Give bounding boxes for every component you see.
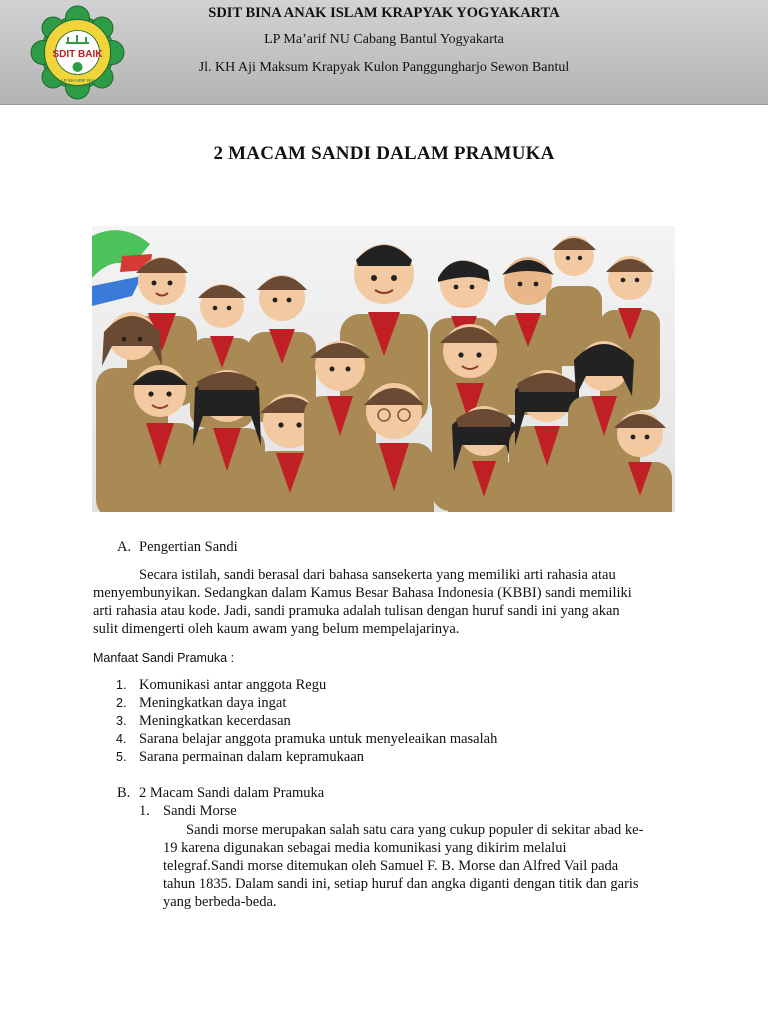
list-item: Meningkatkan kecerdasan — [139, 713, 291, 729]
list-item-number: 2. — [116, 696, 127, 710]
organization-name: LP Ma’arif NU Cabang Bantul Yogyakarta — [264, 32, 504, 47]
section-a-marker: A. — [117, 539, 132, 555]
manfaat-heading: Manfaat Sandi Pramuka : — [93, 651, 235, 665]
section-b-heading: 2 Macam Sandi dalam Pramuka — [139, 785, 325, 801]
subsection-heading: Sandi Morse — [163, 803, 237, 819]
section-b-para-line: tahun 1835. Dalam sandi ini, setiap huruf dan angka diganti dengan titik dan garis — [163, 876, 639, 892]
logo-bottom-text: LP MA'ARIF NU — [61, 78, 94, 83]
list-item-number: 4. — [116, 732, 127, 746]
section-b-para-line: Sandi morse merupakan salah satu cara yang cukup populer di sekitar abad ke- — [186, 822, 644, 838]
section-a-para-line: menyembunyikan. Sedangkan dalam Kamus Besar Bahasa Indonesia (KBBI) sandi memiliki — [93, 585, 632, 601]
section-b-para-line: 19 karena digunakan sebagai media komunikasi yang dikirim melalui — [163, 840, 567, 856]
section-b-para-line: yang berbeda-beda. — [163, 894, 277, 910]
logo-top-text: SDIT BAIK — [52, 49, 103, 60]
school-logo-icon — [30, 5, 125, 100]
section-a-para-line: arti rahasia atau kode. Jadi, sandi pramuka adalah tulisan dengan huruf sandi ini yang akan — [93, 603, 620, 619]
scouts-illustration — [92, 226, 675, 512]
list-item-number: 3. — [116, 714, 127, 728]
section-b-marker: B. — [117, 785, 131, 801]
document-title: 2 MACAM SANDI DALAM PRAMUKA — [213, 143, 555, 164]
list-item-number: 5. — [116, 750, 127, 764]
school-name: SDIT BINA ANAK ISLAM KRAPYAK YOGYAKARTA — [208, 5, 560, 21]
subsection-marker: 1. — [139, 803, 150, 819]
school-address: Jl. KH Aji Maksum Krapyak Kulon Panggungharjo Sewon Bantul — [198, 60, 570, 75]
list-item-number: 1. — [116, 678, 127, 692]
list-item: Sarana permainan dalam kepramukaan — [139, 749, 365, 765]
list-item: Komunikasi antar anggota Regu — [139, 677, 327, 693]
section-a-para-line: sulit dimengerti oleh kaum awam yang belum mempelajarinya. — [93, 621, 460, 637]
section-a-heading: Pengertian Sandi — [139, 539, 238, 555]
section-b-para-line: telegraf.Sandi morse ditemukan oleh Samuel F. B. Morse dan Alfred Vail pada — [163, 858, 619, 874]
list-item: Meningkatkan daya ingat — [139, 695, 287, 711]
list-item: Sarana belajar anggota pramuka untuk menyeleaikan masalah — [139, 731, 498, 747]
section-a-para-line: Secara istilah, sandi berasal dari bahasa sansekerta yang memiliki arti rahasia atau — [139, 567, 616, 583]
letterhead — [0, 0, 768, 105]
